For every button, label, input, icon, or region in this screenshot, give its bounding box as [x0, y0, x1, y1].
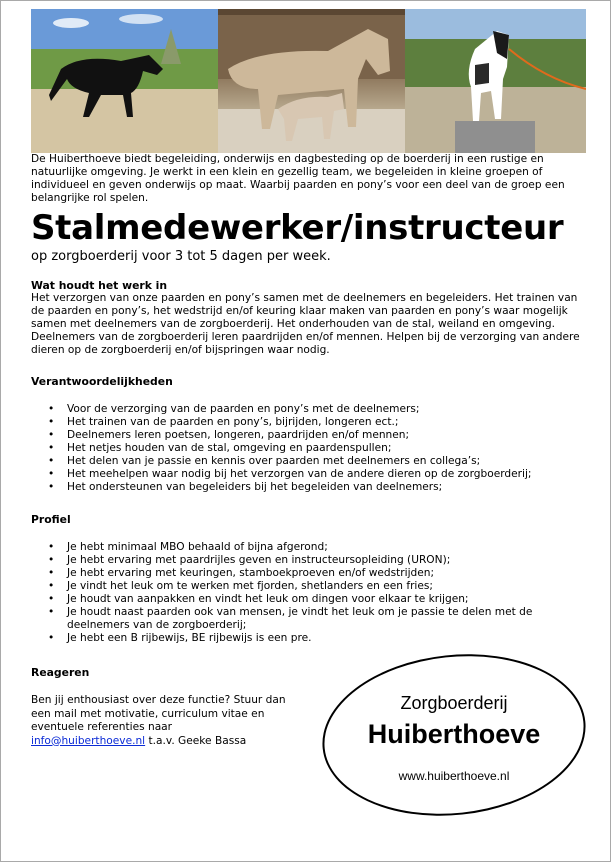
list-item-text: Deelnemers leren poetsen, longeren, paardrijden en/of mennen; [67, 429, 410, 441]
list-item-text: Je hebt een B rijbewijs, BE rijbewijs is een pre. [67, 632, 312, 644]
list-item [48, 455, 578, 468]
list-item-text: Je houdt van aanpakken en vindt het leuk om dingen voor elkaar te krijgen; [67, 593, 469, 605]
bullet-icon: • [48, 580, 55, 592]
bullet-icon: • [48, 416, 55, 428]
list-item [48, 403, 578, 416]
reply-tail: t.a.v. Geeke Bassa [145, 734, 247, 747]
page-subtitle: op zorgboerderij voor 3 tot 5 dagen per week. [31, 249, 331, 264]
logo-line1: Zorgboerderij [400, 693, 508, 713]
bullet-icon: • [48, 403, 55, 415]
list-item [48, 416, 578, 429]
bullet-icon: • [48, 455, 55, 467]
responsibilities-heading: Verantwoordelijkheden [31, 375, 173, 388]
list-item-text: Het ondersteunen van begeleiders bij het begeleiden van deelnemers; [67, 481, 443, 493]
logo-line2: Huiberthoeve [367, 719, 541, 749]
list-item-text: Het netjes houden van de stal, omgeving en paardenspullen; [67, 442, 392, 454]
bullet-icon: • [48, 541, 55, 553]
list-item-text: Je hebt ervaring met keuringen, stamboekproeven en/of wedstrijden; [67, 567, 435, 579]
list-item [48, 541, 578, 554]
page-title: Stalmedewerker/instructeur [31, 208, 564, 248]
logo-url: www.huiberthoeve.nl [398, 769, 510, 783]
list-item [48, 442, 578, 455]
reply-paragraph [31, 694, 296, 748]
pony-photo [405, 9, 586, 153]
bullet-icon: • [48, 632, 55, 644]
list-item [48, 554, 578, 567]
list-item-text: Je houdt naast paarden ook van mensen, je vindt het leuk om je passie te delen met de deelnemers van de zorgboerderij; [67, 606, 533, 631]
photo-strip [31, 9, 586, 153]
profile-heading: Profiel [31, 513, 71, 526]
bullet-icon: • [48, 481, 55, 493]
bullet-icon: • [48, 442, 55, 454]
list-item-text: Je hebt ervaring met paardrijles geven en instructeursopleiding (URON); [67, 554, 451, 566]
black-horse-photo [31, 9, 218, 153]
list-item-text: Het meehelpen waar nodig bij het verzorgen van de andere dieren op de zorgboerderij; [67, 468, 532, 480]
mare-and-foal-photo [218, 9, 405, 153]
responsibilities-list [48, 403, 578, 494]
list-item [48, 567, 578, 580]
work-heading: Wat houdt het werk in [31, 279, 168, 292]
list-item [48, 580, 578, 593]
list-item-text: Je vindt het leuk om te werken met fjorden, shetlanders en een fries; [67, 580, 433, 592]
logo [322, 655, 586, 815]
list-item [48, 606, 578, 632]
list-item-text: Het trainen van de paarden en pony’s, bijrijden, longeren ect.; [67, 416, 399, 428]
list-item-text: Je hebt minimaal MBO behaald of bijna afgerond; [67, 541, 328, 553]
list-item [48, 481, 578, 494]
profile-list [48, 541, 578, 645]
bullet-icon: • [48, 593, 55, 605]
bullet-icon: • [48, 554, 55, 566]
email-link[interactable]: info@huiberthoeve.nl [31, 734, 146, 747]
bullet-icon: • [48, 429, 55, 441]
reply-text: Ben jij enthousiast over deze functie? Stuur dan een mail met motivatie, curriculum vitae en eventuele referenties naar [31, 694, 286, 733]
bullet-icon: • [48, 468, 55, 480]
work-paragraph: Het verzorgen van onze paarden en pony’s samen met de deelnemers en begeleiders. Het trainen van de paarden en pony’s, het wedstrijd en/of keuring klaar maken van paarden en pony’s waar mogelijk samen met deelnemers van de zorgboerderij. Het onderhouden van de stal, weiland en omgeving. Deelnemers van de zorgboerderij leren paardrijden en/of mennen. Helpen bij de verzorging van andere dieren op de zorgboerderij en/of bijspringen waar nodig. [31, 292, 580, 356]
list-item [48, 593, 578, 606]
list-item-text: Voor de verzorging van de paarden en pony’s met de deelnemers; [67, 403, 420, 415]
bullet-icon: • [48, 606, 55, 618]
intro-paragraph: De Huiberthoeve biedt begeleiding, onderwijs en dagbesteding op de boerderij in een rustige en natuurlijke omgeving. Je werkt in een klein en gezellig team, we begeleiden in kleine groepen of individueel en geven onderwijs op maat. Waarbij paarden en pony’s voor een deel van de groep een belangrijke rol spelen. [31, 153, 565, 204]
list-item [48, 468, 578, 481]
bullet-icon: • [48, 567, 55, 579]
list-item [48, 632, 578, 645]
reply-heading: Reageren [31, 666, 90, 679]
list-item [48, 429, 578, 442]
list-item-text: Het delen van je passie en kennis over paarden met deelnemers en collega’s; [67, 455, 481, 467]
